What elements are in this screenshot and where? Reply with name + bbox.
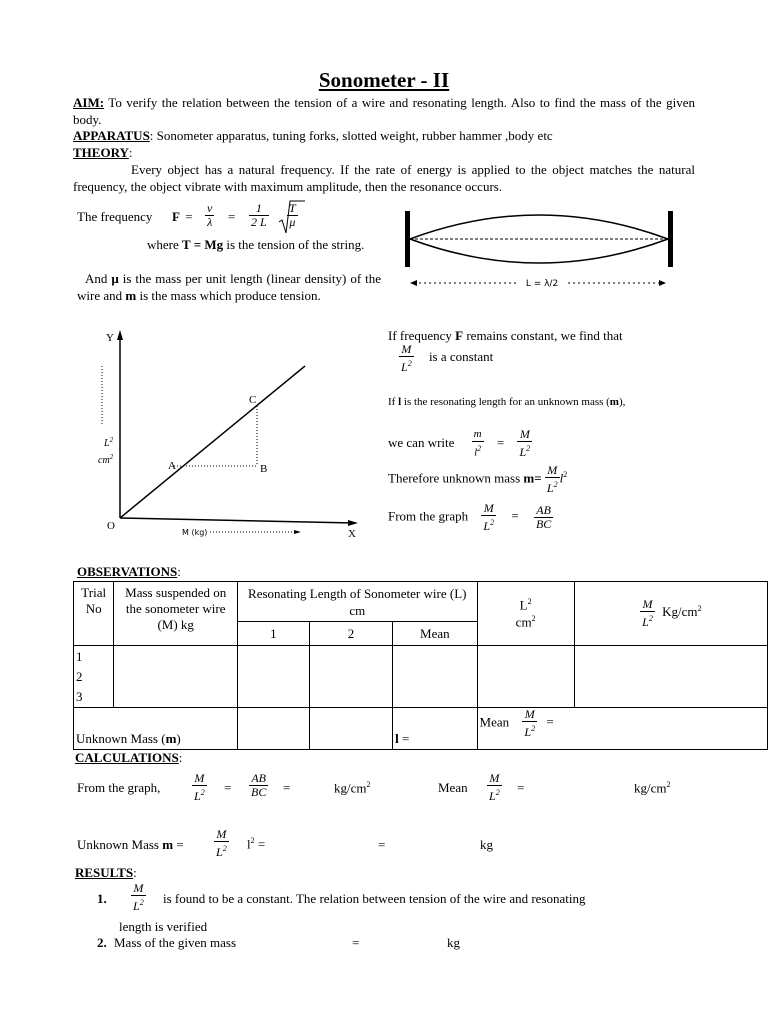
cell-ratio	[574, 646, 767, 708]
wave-lower	[410, 239, 668, 263]
sub-header-mean: Mean	[393, 622, 477, 646]
ratio-equation: we can write $\frac{m}{l^2}$ = $\frac{M}{L^2}$	[388, 427, 531, 460]
freq-constant-note: If frequency F remains constant, we find that	[388, 328, 623, 343]
frequency-formula: The frequency F = $\frac{\nu}{\lambda}$ = $\frac{1}{2 L}$ $\frac{T}{\mu}$	[77, 200, 307, 240]
theory-text: Every object has a natural frequency. If the rate of energy is applied to the object matches the natural frequency, the object vibrate with maximum amplitude, then the resonance occurs.	[73, 162, 695, 194]
wave-upper	[410, 215, 668, 239]
M-over-L2-constant: $\frac{M}{L^2}$ is a constant	[401, 342, 494, 374]
aim-section	[73, 95, 695, 128]
aim-label: AIM:	[73, 95, 105, 110]
header-mass: Mass suspended on the sonometer wire (M) kg	[114, 582, 238, 646]
point-b-label: B	[260, 463, 268, 475]
graph-slope-formula: From the graph $\frac{M}{L^2}$ = $\frac{AB}{BC}$	[388, 501, 552, 533]
freq-var: F	[172, 209, 180, 224]
sub-header-1: 1	[237, 622, 309, 646]
string-vibration-diagram	[398, 205, 688, 295]
header-resonating-length: Resonating Length of Sonometer wire (L) cm	[237, 582, 477, 622]
freq-prefix: The frequency	[77, 209, 153, 224]
header-ratio: $\frac{M}{L^2}$ $Kg/cm^2$	[574, 582, 767, 646]
apparatus-section	[73, 128, 695, 145]
apparatus-text: : Sonometer apparatus, tuning forks, slotted weight, rubber hammer ,body etc	[149, 128, 553, 143]
calc-graph-line: From the graph, $\frac{M}{L^2}$ = $\frac{AB}{BC}$ = $kg/cm^2$ Mean $\frac{M}{L^2}$ = $kg/cm^2$	[77, 771, 671, 803]
calculations-heading: CALCULATIONS:	[75, 750, 183, 765]
observations-heading: OBSERVATIONS:	[77, 564, 181, 579]
x-axis	[120, 518, 354, 523]
where-text: where	[147, 237, 179, 252]
cell-mean	[393, 646, 477, 708]
cell-l1	[237, 646, 309, 708]
cell-unknown-2	[309, 708, 392, 750]
mu-description: And μ is the mass per unit length (linear density) of the wire and m is the mass which produce tension.	[77, 271, 382, 303]
graph-M-vs-L2	[92, 326, 367, 546]
graph-xlabel: M (kg)	[182, 528, 208, 537]
header-trial: Trial No	[74, 582, 114, 646]
x-axis-label: X	[348, 528, 356, 540]
trial-numbers: 1 2 3	[74, 646, 114, 708]
tension-desc: is the tension of the string.	[226, 237, 365, 252]
graph-ylabel-L2: $L^2$	[104, 436, 114, 449]
left-clamp	[405, 211, 410, 267]
right-clamp	[668, 211, 673, 267]
observation-table	[73, 581, 768, 750]
result-2: 2. Mass of the given mass = kg	[97, 935, 460, 950]
cell-L2	[477, 646, 574, 708]
theory-heading	[73, 145, 695, 162]
origin-label: O	[107, 520, 115, 532]
cell-l2	[309, 646, 392, 708]
header-L2: $L^2$ $cm^2$	[477, 582, 574, 646]
eq-sign: =	[228, 209, 236, 224]
result-1: 1. $\frac{M}{L^2}$ is found to be a constant. The relation between tension of the wire and resonating length is verified	[97, 881, 586, 934]
apparatus-label: APPARATUS	[73, 128, 150, 143]
mean-ratio: Mean $\frac{M}{L^2}$ =	[477, 708, 767, 750]
page-title: Sonometer - II	[318, 68, 450, 92]
calc-unknown-line: Unknown Mass m = $\frac{M}{L^2}$ $l^2$ = = kg	[77, 827, 493, 859]
y-axis-label: Y	[106, 332, 114, 344]
graph-ylabel-cm2: $cm^2$	[98, 453, 114, 466]
nu-over-lambda: $\frac{\nu}{\lambda}$	[207, 201, 213, 229]
results-heading: RESULTS:	[75, 865, 137, 880]
theory-colon: :	[128, 145, 133, 160]
l-equals: l =	[393, 708, 477, 750]
aim-text: To verify the relation between the tension of a wire and resonating length. Also to find the mass of the given body.	[73, 95, 696, 127]
cell-unknown-1	[237, 708, 309, 750]
T-over-mu: $\frac{T}{\mu}$	[289, 201, 296, 229]
graph-line	[120, 366, 305, 518]
tension-description	[77, 236, 381, 253]
unknown-mass-label: Unknown Mass (m)	[74, 708, 238, 750]
sub-header-2: 2	[309, 622, 392, 646]
point-c-label: C	[249, 394, 257, 406]
string-length-label: L = λ/2	[525, 279, 559, 289]
unknown-mass-note: If l is the resonating length for an unknown mass (m),	[388, 396, 626, 408]
unknown-mass-formula: Therefore unknown mass m= $\frac{M}{L^2}$ $l^2$	[388, 463, 568, 495]
cell-mass	[114, 646, 238, 708]
theory-label: THEORY	[73, 145, 129, 160]
point-a-label: A	[168, 460, 176, 472]
tension-eq: T = Mg	[182, 237, 224, 252]
one-over-2L: $\frac{1}{2 L}$	[251, 201, 267, 229]
